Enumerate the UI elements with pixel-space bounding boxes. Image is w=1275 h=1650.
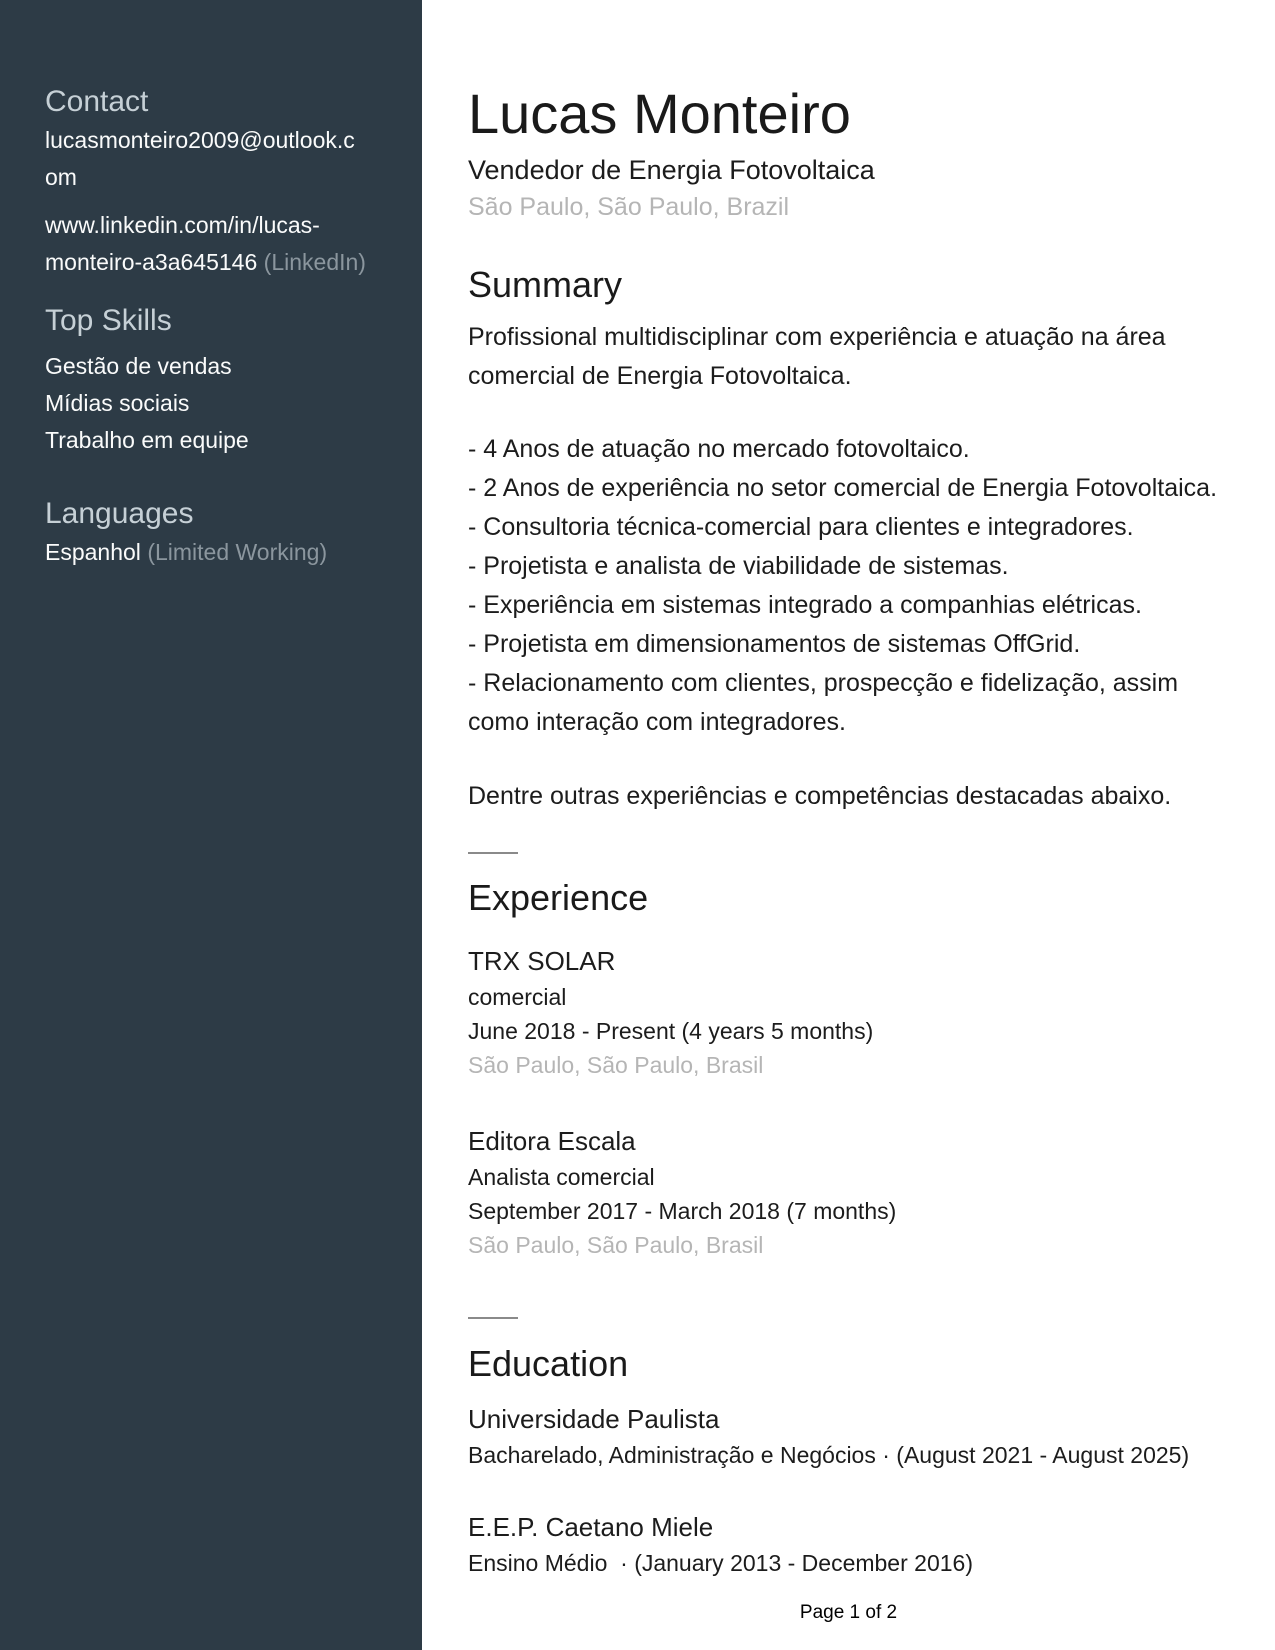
summary-bullet: - 2 Anos de experiência no setor comercial de Energia Fotovoltaica.	[468, 474, 1218, 502]
job-title: Analista comercial	[468, 1164, 655, 1190]
skill-item: Gestão de vendas	[45, 353, 232, 379]
job-location: São Paulo, São Paulo, Brasil	[468, 1052, 764, 1078]
sidebar	[0, 0, 422, 1650]
job-title: comercial	[468, 984, 567, 1010]
education-section	[468, 1340, 1228, 1580]
job-location: São Paulo, São Paulo, Brasil	[468, 1232, 764, 1258]
skill-item: Trabalho em equipe	[45, 427, 249, 453]
languages-section	[45, 494, 392, 571]
school-degree: Ensino Médio · (January 2013 - December 2016)	[468, 1550, 973, 1576]
summary-bullet: - Projetista e analista de viabilidade de sistemas.	[468, 552, 1009, 580]
main-content	[422, 0, 1275, 1626]
school-name: Universidade Paulista	[468, 1404, 720, 1434]
section-divider	[468, 852, 518, 854]
profile-headline: Vendedor de Energia Fotovoltaica	[468, 155, 875, 185]
summary-bullet: - Relacionamento com clientes, prospecção e fidelização, assim como interação com integradores.	[468, 669, 1179, 736]
summary-section	[468, 261, 1228, 816]
top-skills-heading: Top Skills	[45, 304, 172, 337]
school-degree: Bacharelado, Administração e Negócios · (August 2021 - August 2025)	[468, 1442, 1190, 1468]
summary-bullet: - Experiência em sistemas integrado a companhias elétricas.	[468, 591, 1142, 619]
experience-heading: Experience	[468, 877, 649, 918]
education-entry	[468, 1400, 1228, 1472]
education-heading: Education	[468, 1343, 629, 1384]
language-item	[45, 534, 392, 571]
job-dates: June 2018 - Present (4 years 5 months)	[468, 1018, 874, 1044]
page-number: Page 1 of 2	[799, 1602, 898, 1623]
skill-item: Mídias sociais	[45, 390, 190, 416]
languages-heading: Languages	[45, 497, 194, 530]
profile-location: São Paulo, São Paulo, Brazil	[468, 193, 790, 221]
summary-outro: Dentre outras experiências e competências destacadas abaixo.	[468, 782, 1172, 810]
summary-bullet: - Projetista em dimensionamentos de sistemas OffGrid.	[468, 630, 1081, 658]
linkedin-url-suffix: (LinkedIn)	[263, 249, 366, 275]
contact-heading: Contact	[45, 85, 149, 118]
top-skills-section	[45, 301, 392, 459]
profile-header	[468, 81, 1228, 225]
contact-email-link[interactable]: lucasmonteiro2009@outlook.com	[45, 127, 355, 190]
linkedin-url-link[interactable]: www.linkedin.com/in/lucas-monteiro-a3a645146	[45, 212, 320, 275]
language-name: Espanhol	[45, 539, 141, 565]
job-company: TRX SOLAR	[468, 946, 616, 976]
experience-entry	[468, 1122, 1228, 1262]
summary-bullet: - 4 Anos de atuação no mercado fotovoltaico.	[468, 435, 970, 463]
summary-bullet-list	[468, 430, 1228, 742]
summary-heading: Summary	[468, 264, 623, 305]
job-company: Editora Escala	[468, 1126, 636, 1156]
education-entry	[468, 1508, 1228, 1580]
language-proficiency: (Limited Working)	[147, 539, 328, 565]
skills-list	[45, 348, 392, 459]
contact-section	[45, 82, 392, 281]
profile-name: Lucas Monteiro	[468, 82, 851, 145]
job-dates: September 2017 - March 2018 (7 months)	[468, 1198, 897, 1224]
school-name: E.E.P. Caetano Miele	[468, 1512, 714, 1542]
experience-section	[468, 874, 1228, 1262]
experience-entry	[468, 942, 1228, 1082]
summary-bullet: - Consultoria técnica-comercial para clientes e integradores.	[468, 513, 1134, 541]
summary-intro: Profissional multidisciplinar com experiência e atuação na área comercial de Energia Fotovoltaica.	[468, 323, 1166, 390]
section-divider	[468, 1317, 518, 1319]
contact-linkedin-line	[45, 207, 372, 281]
